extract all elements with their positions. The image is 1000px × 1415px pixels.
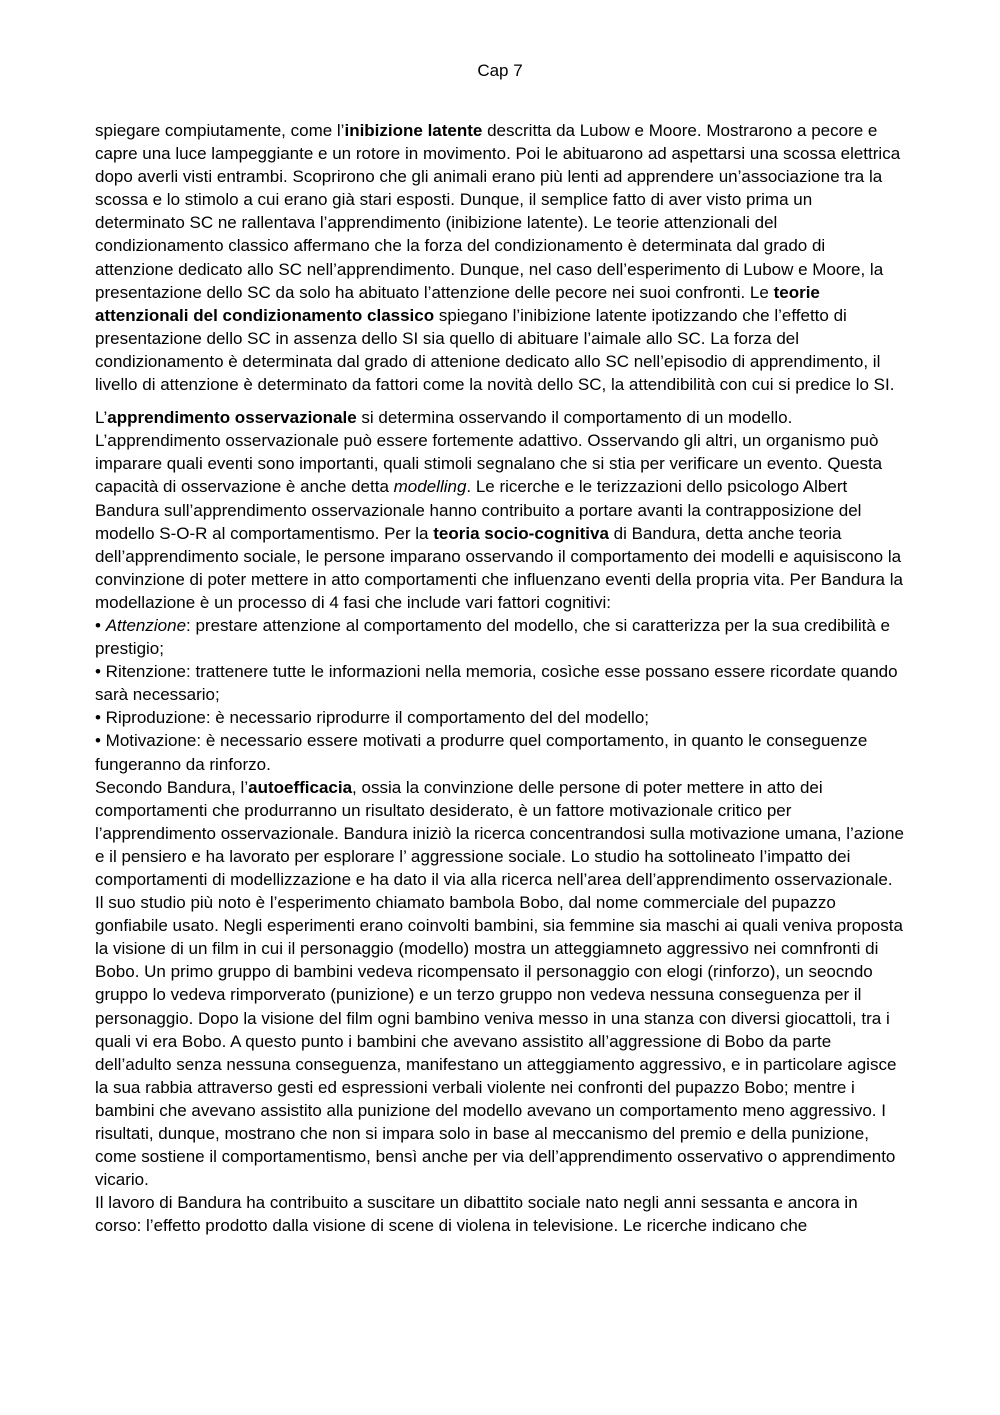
bold-term-teorie-attenzionali: teorie attenzionali del condizionamento classico bbox=[95, 282, 820, 325]
bold-term-apprendimento-osservazionale: apprendimento osservazionale bbox=[107, 408, 357, 428]
italic-term-modelling: modelling bbox=[393, 477, 467, 497]
bullet-motivazione: • Motivazione: è necessario essere motivati a produrre quel comportamento, in quanto le conseguenze fungeranno da rinforzo. bbox=[95, 731, 868, 774]
paragraph-observational-learning bbox=[95, 406, 905, 614]
text-run: si determina osservando il comportamento di un modello. L’apprendimento osservazionale può essere fortemente adattivo. Osservando gli altri, un organismo può imparare quali eventi sono importanti, quali stimoli segnalano che si stia per verificare un evento. Questa capacità di osservazione è anche detta bbox=[95, 408, 883, 497]
paragraph-autoefficacia bbox=[95, 776, 905, 1192]
bullet-ritenzione: • Ritenzione: trattenere tutte le informazioni nella memoria, cosìche esse possano essere ricordate quando sarà necessario; bbox=[95, 662, 898, 705]
italic-term-attenzione: Attenzione bbox=[105, 615, 187, 635]
paragraph-latent-inhibition bbox=[95, 119, 905, 396]
text-run: descritta da Lubow e Moore. Mostrarono a pecore e capre una luce lampeggiante e un rotore in movimento. Poi le abituarono ad aspettarsi una scossa elettrica dopo averli visti entrambi. Scoprirono che gli animali erano più lenti ad apprendere un’associazione tra la scossa e lo stimolo a cui erano già stari esposti. Dunque, il semplice fatto di aver visto prima un determinato SC ne rallentava l’apprendimento (inibizione latente). Le teorie attenzionali del condizionamento classico affermano che la forza del condizionamento è determinata dal grado di attenzione dedicato allo SC nell’apprendimento. Dunque, nel caso dell’esperimento di Lubow e Moore, la presentazione dello SC da solo ha abituato l’attenzione delle pecore nei suoi confronti. Le bbox=[95, 121, 901, 302]
text-run: : prestare attenzione al comportamento del modello, che si caratterizza per la sua credibilità e prestigio; bbox=[95, 615, 891, 659]
bold-term-inibizione-latente: inibizione latente bbox=[344, 121, 483, 140]
page-body bbox=[95, 119, 905, 1238]
text-run: , ossia la convinzione delle persone di poter mettere in atto dei comportamenti che produrranno un risultato desiderato, è un fattore motivazionale critico per l’apprendimento osservazionale. Bandura iniziò la ricerca concentrandosi sulla motivazione umana, l’azione e il pensiero e ha lavorato per esplorare l’ aggressione sociale. Lo studio ha sottolineato l’impatto dei comportamenti di modellizzazione e ha dato il via alla ricerca nell’area dell’apprendimento osservazionale. Il suo studio più noto è l’esperimento chiamato bambola Bobo, dal nome commerciale del pupazzo gonfiabile usato. Negli esperimenti erano coinvolti bambini, sia femmine sia maschi ai quali veniva proposta la visione di un film in cui il personaggio (modello) mostra un atteggiamneto aggressivo nei comnfronti di Bobo. Un primo gruppo di bambini vedeva ricompensato il personaggio con elogi (rinforzo), un seocndo gruppo lo vedeva rimporverato (punizione) e un terzo gruppo non vedeva nessuna conseguenza per il personaggio. Dopo la visione del film ogni bambino veniva messo in una stanza con diversi giocattoli, tra i quali vi era Bobo. A questo punto i bambini che avevano assistito all’aggressione di Bobo da parte dell’adulto senza nessuna conseguenza, manifestano un atteggiamento aggressivo, e in particolare agisce la sua rabbia attraverso gesti ed espressioni verbali violente nei confronti del pupazzo Bobo; mentre i bambini che avevano assistito alla punizione del modello avevano un comportamento meno aggressivo. I risultati, dunque, mostrano che non si impara solo in base al meccanismo del premio e della punizione, come sostiene il comportamentismo, bensì anche per via dell’apprendimento osservativo o apprendimento vicario. bbox=[95, 777, 904, 1190]
bullet-riproduzione: • Riproduzione: è necessario riprodurre il comportamento del del modello; bbox=[95, 708, 650, 728]
bullet-attenzione bbox=[95, 614, 905, 660]
bold-term-teoria-socio-cognitiva: teoria socio-cognitiva bbox=[433, 523, 609, 543]
text-run: Secondo Bandura, l’ bbox=[95, 777, 249, 797]
bold-term-autoefficacia: autoefficacia bbox=[248, 777, 353, 797]
paragraph-bandura-tv-violence: Il lavoro di Bandura ha contribuito a suscitare un dibattito sociale nato negli anni sessanta e ancora in corso: l’effetto prodotto dalla visione di scene di violena in televisione. Le ricerche indicano che bbox=[95, 1193, 858, 1236]
text-run: di Bandura, detta anche teoria dell’apprendimento sociale, le persone imparano osservando il comportamento dei modelli e aquisiscono la convinzione di poter mettere in atto comportamenti che influenzano eventi della propria vita. Per Bandura la modellazione è un processo di 4 fasi che include vari fattori cognitivi: bbox=[95, 523, 903, 612]
text-run: spiegare compiutamente, come l’ bbox=[95, 121, 345, 140]
bullet-marker: • bbox=[95, 615, 106, 635]
page-header: Cap 7 bbox=[477, 61, 523, 80]
text-run: L’ bbox=[95, 408, 108, 428]
text-run: spiegano l’inibizione latente ipotizzando che l’effetto di presentazione dello SC in assenza dello SI sia quello di abituare l’aimale allo SC. La forza del condizionamento è determinata dal grado di attenione dedicato allo SC nell’episodio di apprendimento, il livello di attenzione è determinato da fattori come la novità dello SC, la attendibilità con cui si predice lo SI. bbox=[95, 305, 895, 395]
text-run: . Le ricerche e le terizzazioni dello psicologo Albert Bandura sull’apprendimento osservazionale hanno contribuito a portare avanti la contrapposizione del modello S-O-R al comportamentismo. Per la bbox=[95, 477, 862, 543]
